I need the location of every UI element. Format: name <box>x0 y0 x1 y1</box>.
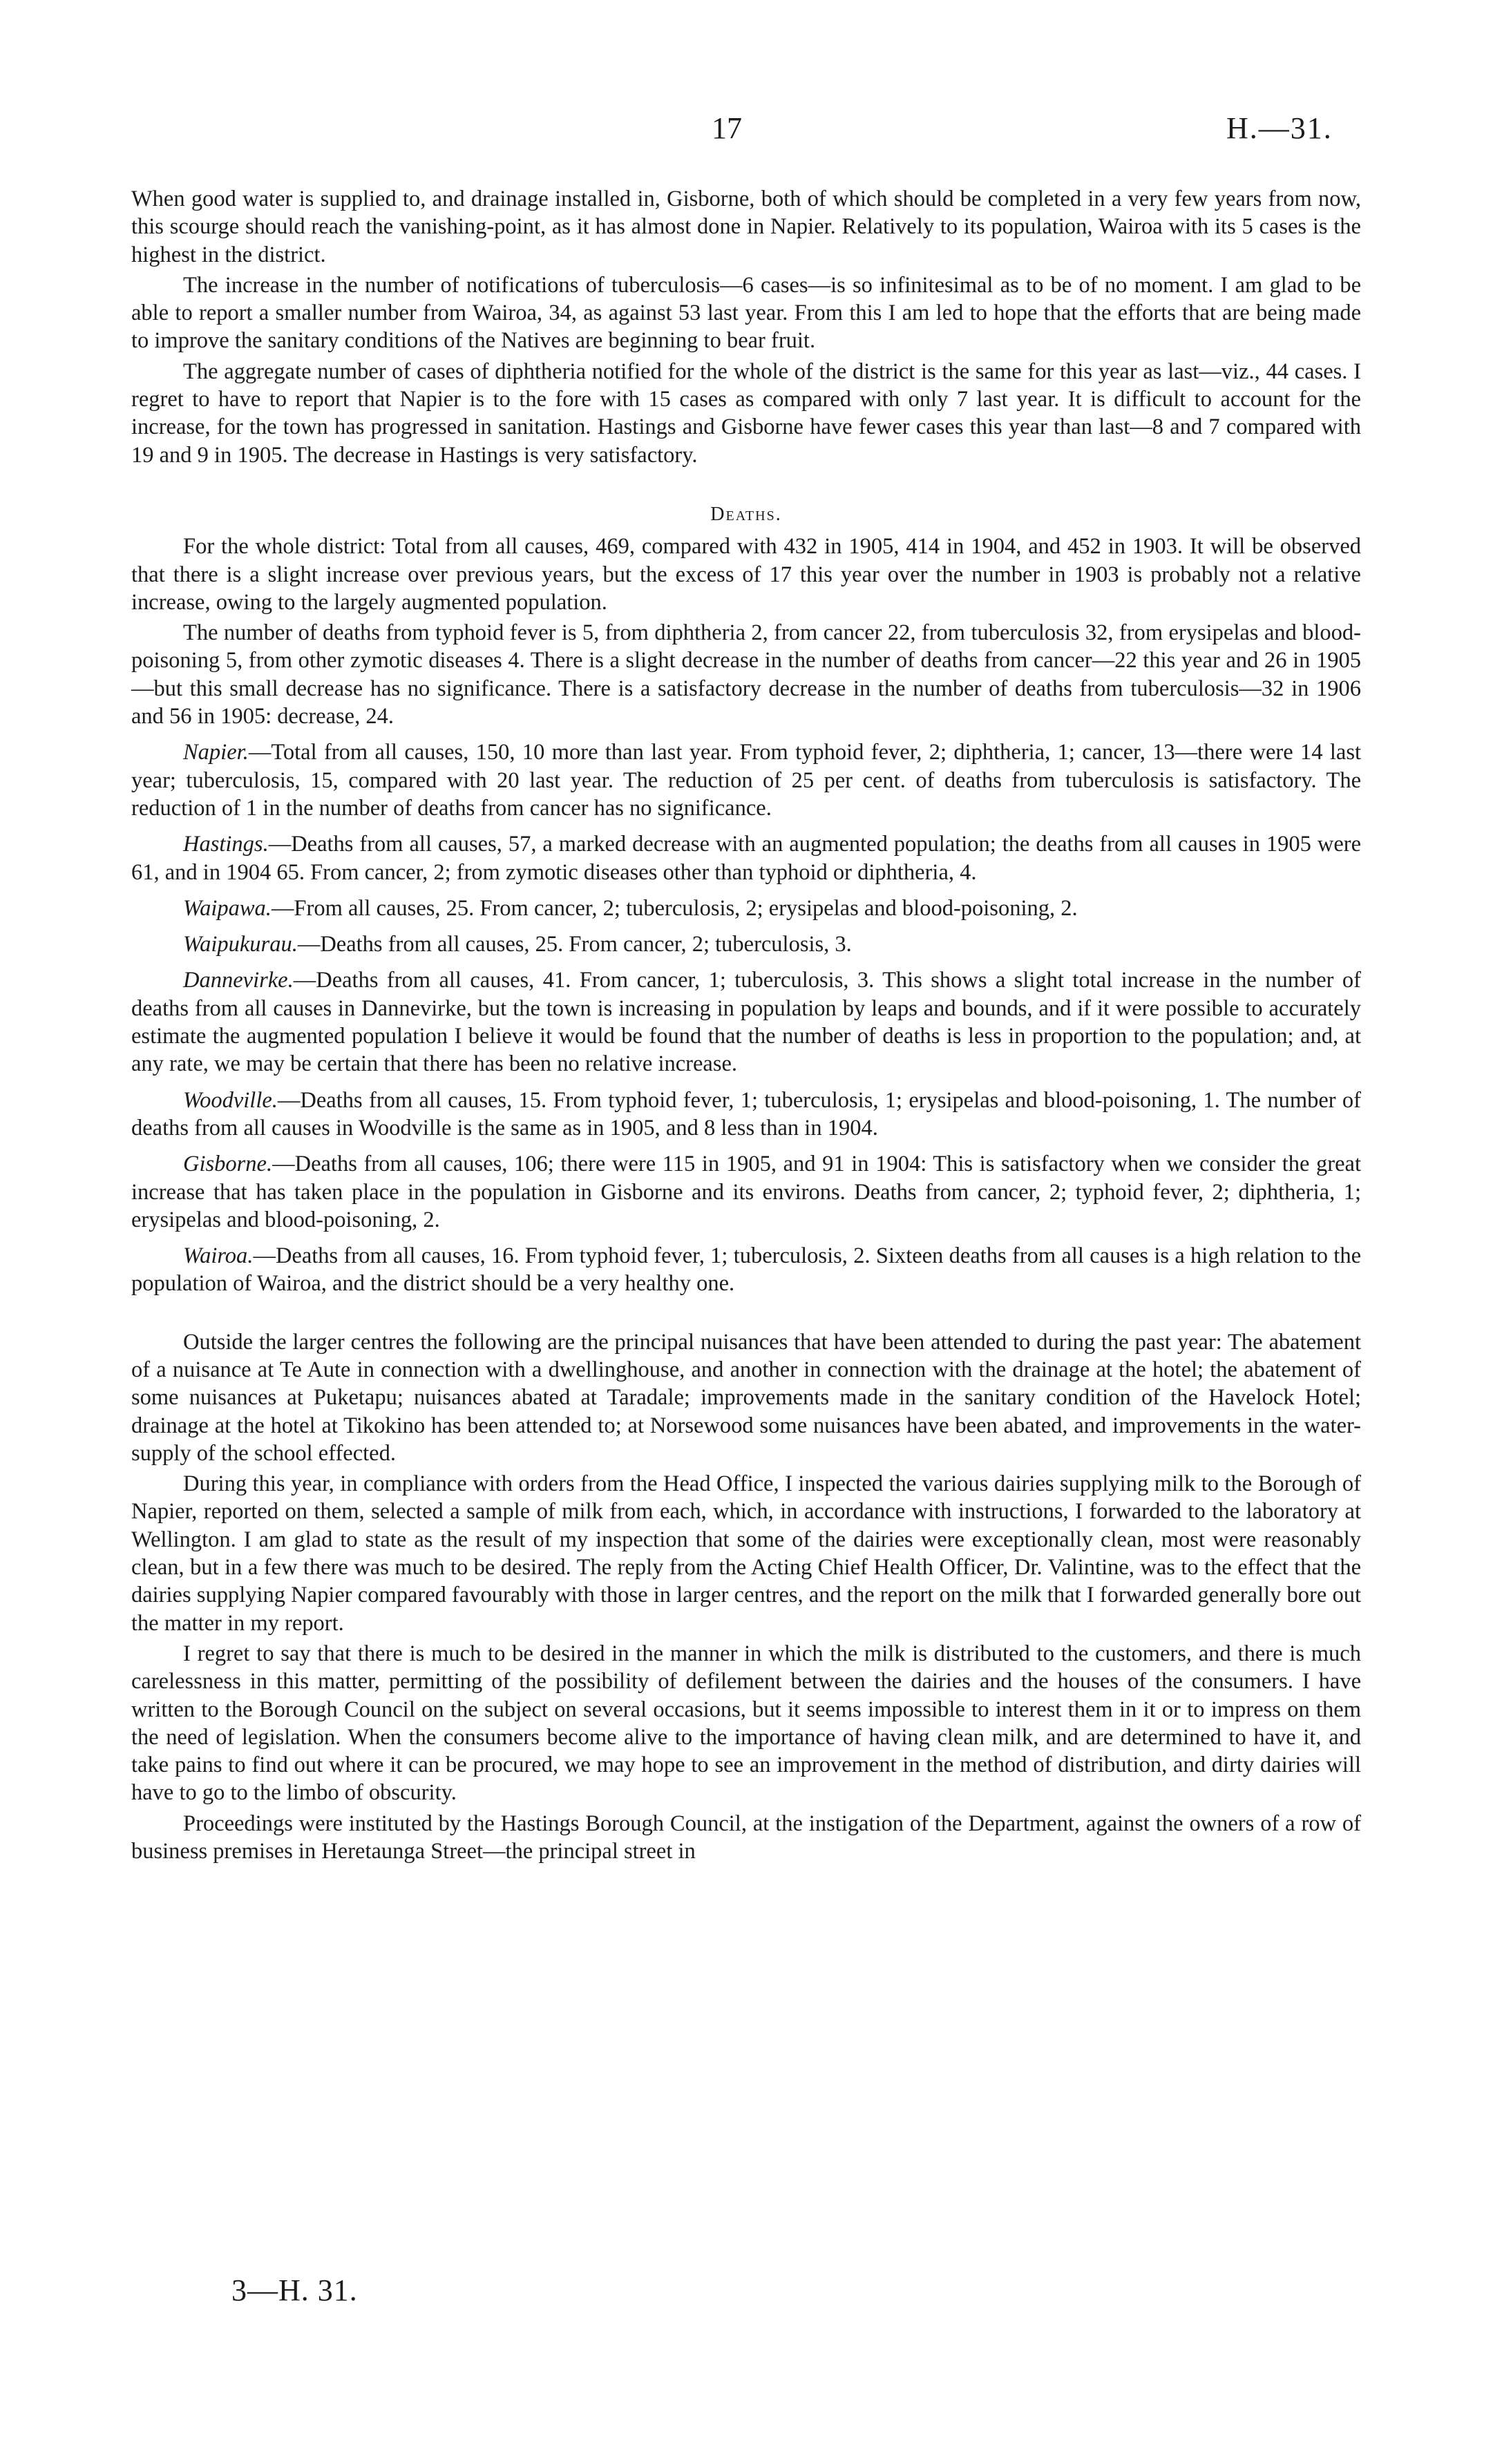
body-text <box>131 185 1361 1868</box>
paragraph: The aggregate number of cases of diphtheria notified for the whole of the district is the same for this year as last—viz., 44 cases. I regret to have to report that Napier is to the fore with 15 cases as compared with only 7 last year. It is difficult to account for the increase, for the town has progressed in sanitation. Hastings and Gisborne have fewer cases this year than last—8 and 7 compared with 19 and 9 in 1905. The decrease in Hastings is very satisfactory. <box>131 359 1361 468</box>
page-signature: 3—H. 31. <box>231 2273 358 2307</box>
town-text: —Deaths from all causes, 16. From typhoid fever, 1; tuberculosis, 2. Sixteen deaths from all causes is a high relation to the population of Wairoa, and the district should be a very healthy one. <box>131 1243 1361 1297</box>
town-name: Waipawa. <box>183 895 272 921</box>
town-text: —Deaths from all causes, 41. From cancer, 1; tuberculosis, 3. This shows a slight total increase in the number of deaths from all causes in Dannevirke, but the town is increasing in population by leaps and bounds, and if it were possible to accurately estimate the augmented population I believe it would be found that the number of deaths is less in proportion to the population; and, at any rate, we may be certain that there has been no relative increase. <box>131 968 1361 1077</box>
town-paragraph-napier <box>131 738 1361 822</box>
town-name: Waipukurau. <box>183 932 298 957</box>
town-paragraph-dannevirke <box>131 966 1361 1078</box>
page-header <box>0 111 1493 159</box>
paragraph: When good water is supplied to, and drainage installed in, Gisborne, both of which should be completed in a very few years from now, this scourge should reach the vanishing-point, as it has almost done in Napier. Relatively to its population, Wairoa with its 5 cases is the highest in the district. <box>131 187 1361 267</box>
town-paragraph-wairoa <box>131 1242 1361 1298</box>
town-name: Gisborne. <box>183 1152 273 1177</box>
town-text: —From all causes, 25. From cancer, 2; tuberculosis, 2; erysipelas and blood-poisoning, 2. <box>271 895 1078 921</box>
town-text: —Deaths from all causes, 15. From typhoid fever, 1; tuberculosis, 1; erysipelas and blood-poisoning, 1. The number of deaths from all causes in Woodville is the same as in 1905, and 8 less than in 1904. <box>131 1087 1361 1140</box>
paragraph: For the whole district: Total from all causes, 469, compared with 432 in 1905, 414 in 1904, and 452 in 1903. It will be observed that there is a slight increase over previous years, but the excess of 17 this year over the number in 1903 is probably not a relative increase, owing to the largely augmented population. <box>131 534 1361 615</box>
page-number: 17 <box>712 111 742 145</box>
town-paragraph-woodville <box>131 1087 1361 1143</box>
town-text: —Deaths from all causes, 106; there were 115 in 1905, and 91 in 1904: This is satisfactory when we consider the great increase that has taken place in the population in Gisborne and its environs. Deaths from cancer, 2; typhoid fever, 2; diphtheria, 1; erysipelas and blood-poisoning, 2. <box>131 1152 1361 1232</box>
paragraph: Proceedings were instituted by the Hastings Borough Council, at the instigation of the Department, against the owners of a row of business premises in Heretaunga Street—the principal street in <box>131 1811 1361 1864</box>
town-text: —Total from all causes, 150, 10 more than last year. From typhoid fever, 2; diphtheria, 1; cancer, 13—there were 14 last year; tuberculosis, 15, compared with 20 last year. The reduction of 25 per cent. of deaths from tuberculosis is satisfactory. The reduction of 1 in the number of deaths from cancer has no significance. <box>131 740 1361 821</box>
paragraph: During this year, in compliance with orders from the Head Office, I inspected the various dairies supplying milk to the Borough of Napier, reported on them, selected a sample of milk from each, which, in accordance with instructions, I forwarded to the laboratory at Wellington. I am glad to state as the result of my inspection that some of the dairies were exceptionally clean, most were reasonably clean, but in a few there was much to be desired. The reply from the Acting Chief Health Officer, Dr. Valintine, was to the effect that the dairies supplying Napier compared favourably with those in larger centres, and the report on the milk that I forwarded generally bore out the matter in my report. <box>131 1471 1361 1636</box>
document-reference: H.—31. <box>1226 111 1333 145</box>
town-paragraph-waipukurau <box>131 930 1361 958</box>
town-paragraph-waipawa <box>131 895 1361 922</box>
paragraph: Outside the larger centres the following are the principal nuisances that have been attended to during the past year: The abatement of a nuisance at Te Aute in connection with a dwellinghouse, and another in connection with the drainage at the hotel; the abatement of some nuisances at Puketapu; nuisances abated at Taradale; improvements made in the sanitary condition of the Havelock Hotel; drainage at the hotel at Tikokino has been attended to; at Norsewood some nuisances have been abated, and improvements in the water-supply of the school effected. <box>131 1329 1361 1466</box>
town-name: Napier. <box>183 740 249 765</box>
town-name: Woodville. <box>183 1087 278 1113</box>
section-heading-deaths: Deaths. <box>710 503 782 525</box>
town-name: Wairoa. <box>183 1243 254 1269</box>
town-text: —Deaths from all causes, 57, a marked decrease with an augmented population; the deaths from all causes in 1905 were 61, and in 1904 65. From cancer, 2; from zymotic diseases other than typhoid or diphtheria, 4. <box>131 832 1361 885</box>
town-text: —Deaths from all causes, 25. From cancer, 2; tuberculosis, 3. <box>297 932 852 957</box>
town-paragraph-hastings <box>131 830 1361 886</box>
paragraph: I regret to say that there is much to be desired in the manner in which the milk is distributed to the customers, and there is much carelessness in this matter, permitting of the possibility of defilement between the dairies and the houses of the consumers. I have written to the Borough Council on the subject on several occasions, but it seems impossible to interest them in it or to impress on them the need of legislation. When the consumers become alive to the importance of having clean milk, and are determined to have it, and take pains to find out where it can be procured, we may hope to see an improvement in the method of distribution, and dirty dairies will have to go to the limbo of obscurity. <box>131 1641 1361 1806</box>
paragraph: The number of deaths from typhoid fever is 5, from diphtheria 2, from cancer 22, from tuberculosis 32, from erysipelas and blood-poisoning 5, from other zymotic diseases 4. There is a slight decrease in the number of deaths from cancer—22 this year and 26 in 1905—but this small decrease has no significance. There is a satisfactory decrease in the number of deaths from tuberculosis—32 in 1906 and 56 in 1905: decrease, 24. <box>131 620 1361 729</box>
town-name: Hastings. <box>183 832 269 857</box>
paragraph: The increase in the number of notifications of tuberculosis—6 cases—is so infinitesimal as to be of no moment. I am glad to be able to report a smaller number from Wairoa, 34, as against 53 last year. From this I am led to hope that the efforts that are being made to improve the sanitary conditions of the Natives are beginning to bear fruit. <box>131 272 1361 354</box>
town-name: Dannevirke. <box>183 968 294 993</box>
town-paragraph-gisborne <box>131 1150 1361 1234</box>
